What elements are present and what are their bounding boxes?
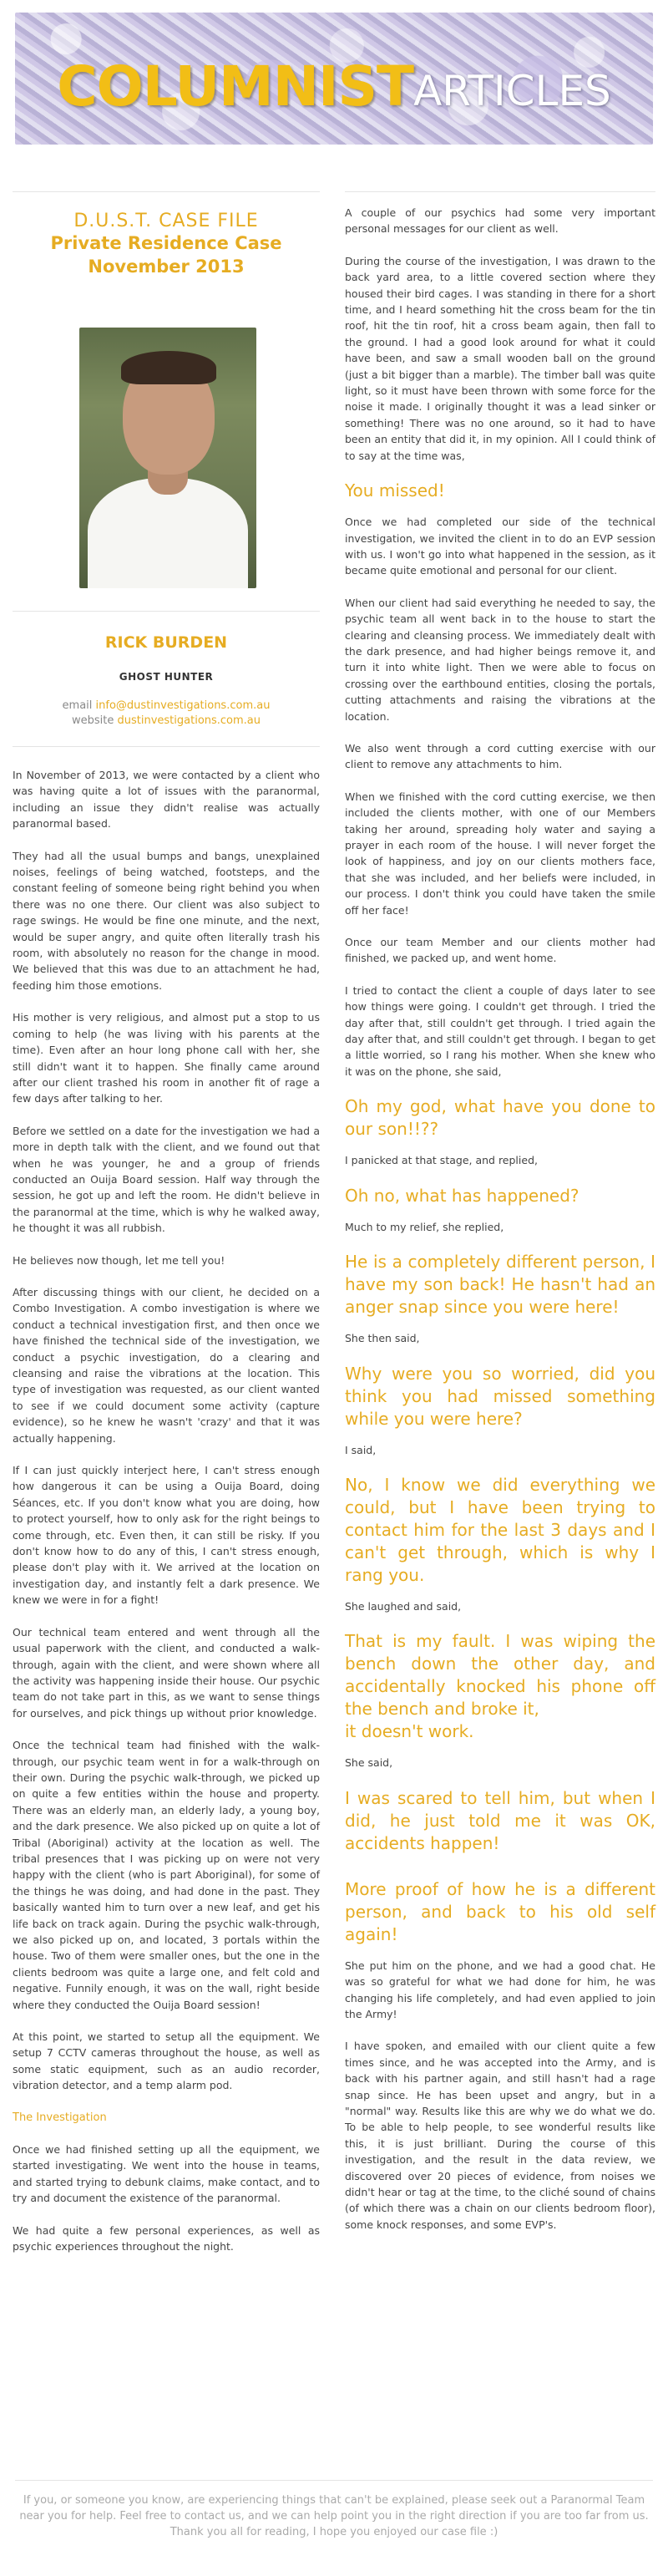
paragraph: At this point, we started to setup all the equipment. We setup 7 CCTV cameras throughout the house, as well as some static equipment, such as an audio recorder, vibration detector, and a temp alarm pod. xyxy=(13,2030,320,2092)
paragraph: She then said, xyxy=(345,1332,420,1345)
case-file-title: D.U.S.T. CASE FILE xyxy=(73,211,259,231)
author-role: GHOST HUNTER xyxy=(119,671,214,683)
quote: Why were you so worried, did you think you had missed something while you were here? xyxy=(345,1363,655,1429)
paragraph: After discussing things with our client, he decided on a Combo Investigation. A combo investigation is where we conduct a technical investigation first, and then once we have finished the technical side of the investigation, we conduct a psychic investigation, do a clearing and cleansing and raise the vibrations at the location. This type of investigation was requested, as our client wanted to see if we could document some activity (capture evidence), so he knew he wasn't 'crazy' and that it was actually happening. xyxy=(13,1285,320,1445)
paragraph: If I can just quickly interject here, I can't stress enough how dangerous it can be using a Ouija Board, doing Séances, etc. If you don't know what you are doing, how to protect yourself, how to only ask for the right beings to come through, etc. Even then, it can still be risky. If you don't know how to do any of this, I can't stress enough, please don't play with it. We arrived at the location on investigation day, and instantly felt a dark presence. We knew we were in for a fight! xyxy=(13,1464,320,1607)
case-file-date: November 2013 xyxy=(88,257,245,277)
paragraph: Once we had completed our side of the technical investigation, we invited the client in to do an EVP session with us. I won't go into what happened in the session, as it became quite emotional and personal for our client. xyxy=(345,516,655,577)
quote: He is a completely different person, I have my son back! He hasn't had an anger snap since you were here! xyxy=(345,1252,655,1318)
quote: No, I know we did everything we could, but I have been trying to contact him for the last 3 days and I can't get through, which is why I rang you. xyxy=(345,1474,655,1585)
paragraph: When we finished with the cord cutting exercise, we then included the clients mother, with one of our Members taking her around, spreading holy water and saying a prayer in each room of the house. I will never forget the look of happiness, and joy on our clients mothers face, that she was included, and her beliefs were included, in our process. I don't think you could have taken the smile off her face! xyxy=(345,790,655,917)
paragraph: Once our team Member and our clients mother had finished, we packed up, and went home. xyxy=(345,936,655,965)
email-label: email xyxy=(62,699,93,712)
case-file-heading xyxy=(13,211,320,278)
banner-title-articles: ARTICLES xyxy=(413,67,611,115)
paragraph: I panicked at that stage, and replied, xyxy=(345,1154,538,1167)
website-link[interactable]: dustinvestigations.com.au xyxy=(117,714,261,727)
quote-part: That is my fault. I was wiping the bench down the other day, and accidentally knocked his phone off the bench and broke it, xyxy=(345,1631,655,1720)
author-divider xyxy=(13,746,320,747)
paragraph: I tried to contact the client a couple of days later to see how things were going. I couldn't get through. I tried the day after that, still couldn't get through. I tried again the day after that, and still couldn't get through. I began to get a little worried, so I rang his mother. When she knew who it was on the phone, she said, xyxy=(345,983,655,1078)
paragraph: During the course of the investigation, I was drawn to the back yard area, to a little covered section where they housed their bird cages. I was standing in there for a short time, and I heard something hit the cross beam for the tin roof, hit the tin roof, hit a cross beam again, then fall to the ground. I had a good look around for what it could have been, and saw a small wooden ball on the ground (just a bit bigger than a marble). The timber ball was quite light, so it must have been thrown with some force for the noise it made. I originally thought it was a lead sinker or something! There was no one around, so it had to have been an entity that did it, in my opinion. All I could think of to say at the time was, xyxy=(345,254,655,462)
paragraph: Our technical team entered and went through all the usual paperwork with the client, and conducted a walk-through, again with the client, and were shown where all the activity was happening inside their house. Our psychic team do not take part in this, as we want to sense things for ourselves, and pick things up without prior knowledge. xyxy=(13,1625,320,1720)
website-label: website xyxy=(71,714,114,727)
paragraph: In November of 2013, we were contacted by a client who was having quite a lot of issues with the paranormal, including an issue they didn't realise was actually paranormal based. xyxy=(13,769,320,831)
paragraph: His mother is very religious, and almost put a stop to us coming to help (he was living with his parents at the time). Even after an hour long phone call with her, she still didn't want it to happen. She finally came around after our client trashed his room in another fit of rage a few days after talking to her. xyxy=(13,1011,320,1105)
footer-divider xyxy=(15,2480,653,2481)
quote: Oh no, what has happened? xyxy=(345,1185,579,1206)
footer xyxy=(15,2492,653,2540)
footer-help-text: If you, or someone you know, are experiencing things that can't be explained, please seek out a Paranormal Team near you for help. Feel free to contact us, and we can help point you in the right direction if you are too far from us. xyxy=(19,2494,649,2523)
email-link[interactable]: info@dustinvestigations.com.au xyxy=(95,699,271,712)
paragraph: Once the technical team had finished with the walk-through, our psychic team went in for a walk-through on their own. During the psychic walk-through, we picked up on quite a few entities within the house and property. There was an elderly man, an elderly lady, a young boy, and the dark presence. We also picked up on quite a lot of Tribal (Aboriginal) activity at the location as well. The tribal presences that I was picking up on were not very happy with the client (who is part Aboriginal), for some of the things he was doing, and had done in the past. They basically wanted him to turn over a new leaf, and get his life back on track again. During the psychic walk-through, we also picked up on, and located, 3 portals within the house. Two of them were smaller ones, but the one in the clients bedroom was quite a large one, and felt cold and negative. Funnily enough, it was on the wall, right beside where they conducted the Ouija Board session! xyxy=(13,1739,320,2011)
author-name: RICK BURDEN xyxy=(104,633,228,652)
paragraph: I said, xyxy=(345,1443,377,1456)
paragraph: He believes now though, let me tell you! xyxy=(13,1253,225,1267)
banner-title-columnist: COLUMNIST xyxy=(57,54,414,119)
quote xyxy=(345,1630,655,1743)
paragraph: She put him on the phone, and we had a good chat. He was so grateful for what we had done for him, he was changing his life completely, and had even applied to join the Army! xyxy=(345,1959,655,2020)
right-top-divider xyxy=(345,191,655,192)
paragraph: We had quite a few personal experiences, as well as psychic experiences throughout the night. xyxy=(13,2223,320,2253)
paragraph: I have spoken, and emailed with our client quite a few times since, and he was accepted into the Army, and is back with his partner again, and still hasn't had a rage snap since. He has been upset and angry, but in a "normal" way. Results like this are why we do what we do. To be able to help people, to see wonderful results like this, it is just brilliant. During the course of this investigation, and the result in the data review, we discovered over 20 pieces of evidence, from noises we didn't hear or tag at the time, to the cliché sound of chains (of which there was a chain on our clients bedroom floor), some knock responses, and some EVP's. xyxy=(345,2040,655,2231)
photo-divider xyxy=(13,611,320,612)
paragraph: Before we settled on a date for the investigation we had a more in depth talk with the client, and we found out that when he was younger, he and a group of friends conducted an Ouija Board session. Half way through the session, he got up and left the room. He didn't believe in the paranormal at the time, which is why he walked away, he thought it was all rubbish. xyxy=(13,1124,320,1235)
paragraph: They had all the usual bumps and bangs, unexplained noises, feelings of being watched, footsteps, and the constant feeling of someone being right behind you when there was no one there. Our client was also subject to rage swings. He would be fine one minute, and the next, would be super angry, and quite often literally trash his room, with absolutely no reason for the change in mood. We believed that this was due to an attachment he had, feeding him those emotions. xyxy=(13,849,320,992)
paragraph: We also went through a cord cutting exercise with our client to remove any attachments to him. xyxy=(345,741,655,771)
author-photo xyxy=(79,328,256,588)
header-banner xyxy=(15,13,653,145)
left-top-divider xyxy=(13,191,320,192)
paragraph: When our client had said everything he needed to say, the psychic team all went back in to the house to start the clearing and cleansing process. We immediately dealt with the dark presence, and had higher beings remove it, and turn it into white light. Then we were able to focus on crossing over the earthbound entities, closing the portals, cutting attachments and raising the vibrations at the location. xyxy=(345,596,655,723)
banner-title xyxy=(15,54,653,119)
photo-hair xyxy=(121,351,216,384)
paragraph: A couple of our psychics had some very important personal messages for our client as well. xyxy=(345,206,655,236)
paragraph: Once we had finished setting up all the equipment, we started investigating. We went into the house in teams, and started trying to debunk claims, make contact, and to try and document the existence of the paranormal. xyxy=(13,2143,320,2205)
quote-part: it doesn't work. xyxy=(345,1721,474,1742)
quote: Oh my god, what have you done to our son!!?? xyxy=(345,1096,655,1140)
quote: I was scared to tell him, but when I did, he just told me it was OK, accidents happen! xyxy=(345,1787,655,1853)
footer-thanks-text: Thank you all for reading, I hope you enjoyed our case file :) xyxy=(170,2526,498,2538)
right-column-text xyxy=(345,205,655,2248)
paragraph: She laughed and said, xyxy=(345,1599,462,1613)
paragraph: She said, xyxy=(345,1756,393,1770)
left-column-text xyxy=(13,767,320,2271)
section-heading-investigation: The Investigation xyxy=(13,2111,107,2124)
quote: You missed! xyxy=(345,480,445,501)
author-contact xyxy=(13,699,320,729)
paragraph: Much to my relief, she replied, xyxy=(345,1220,504,1233)
case-file-subtitle: Private Residence Case xyxy=(50,233,282,253)
quote: More proof of how he is a different person, and back to his old self again! xyxy=(345,1878,655,1944)
